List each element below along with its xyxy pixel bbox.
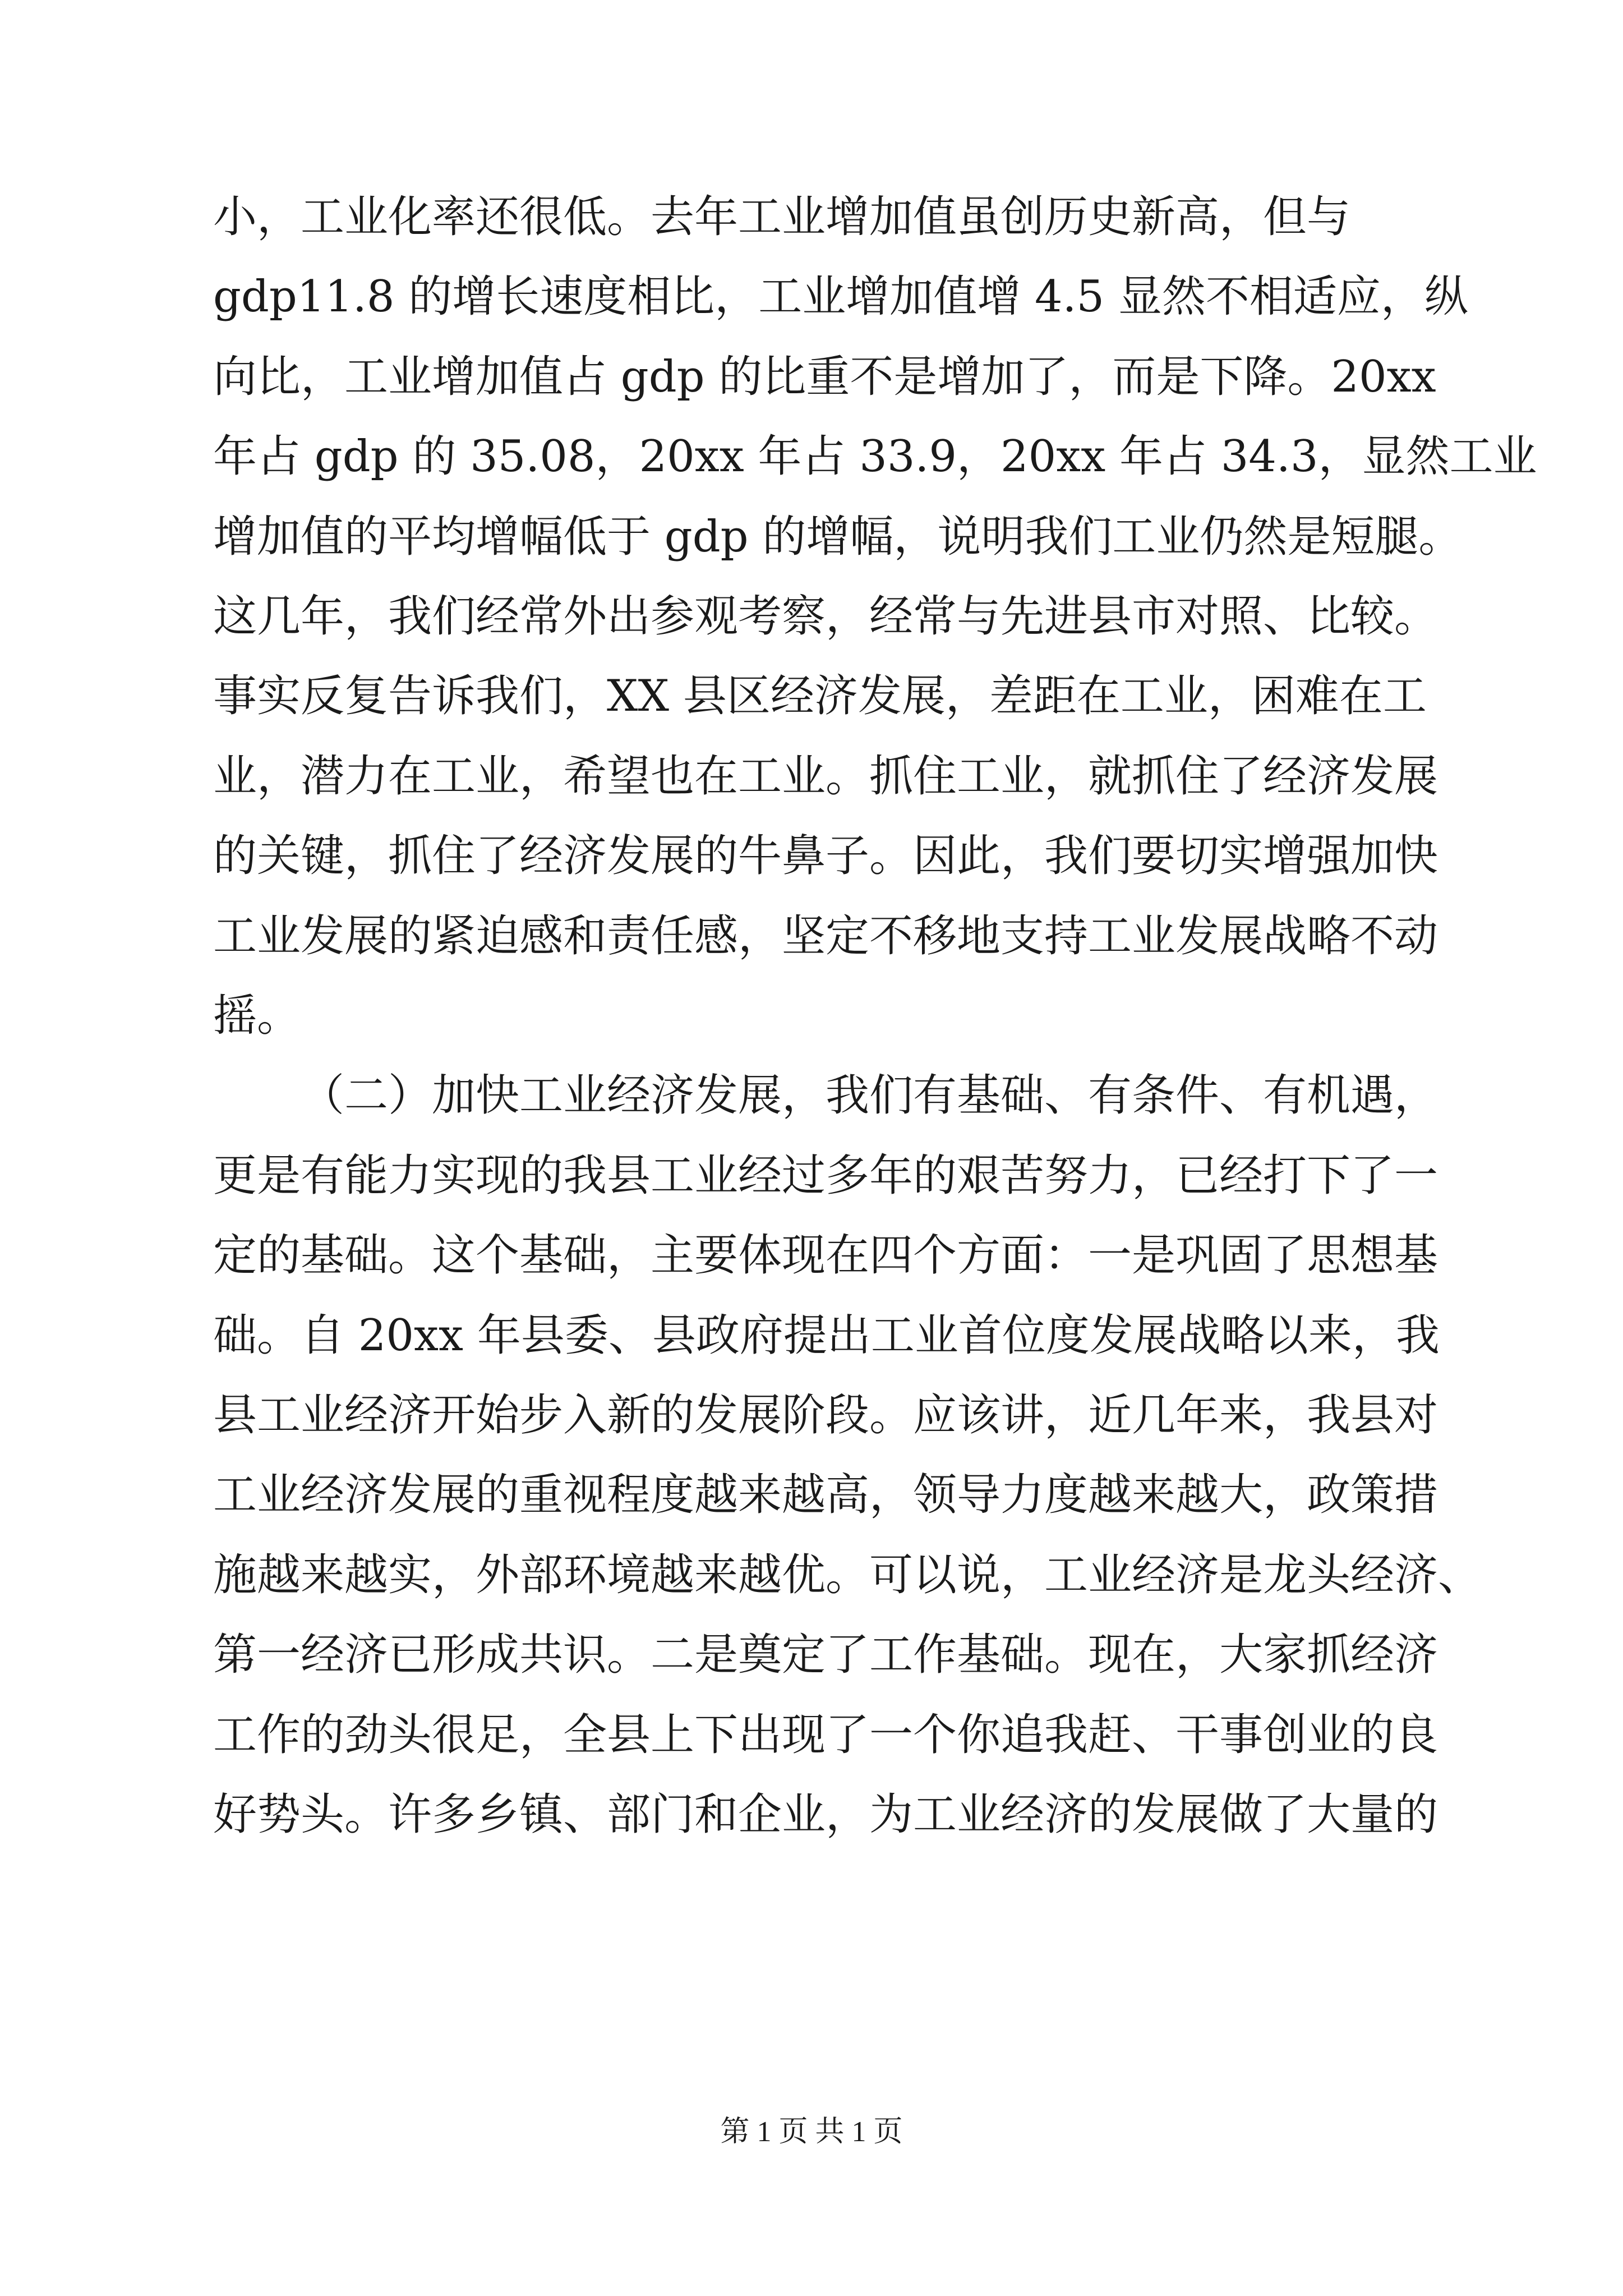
text-line-17: 工业经济发展的重视程度越来越高，领导力度越来越大，政策措 xyxy=(213,1470,1438,1520)
text-line-5: 增加值的平均增幅低于 gdp 的增幅，说明我们工业仍然是短腿。 xyxy=(213,512,1463,562)
text-line-19: 第一经济已形成共识。二是奠定了工作基础。现在，大家抓经济 xyxy=(213,1630,1438,1680)
text-line-18: 施越来越实，外部环境越来越优。可以说，工业经济是龙头经济、 xyxy=(213,1550,1482,1600)
text-line-9: 的关键，抓住了经济发展的牛鼻子。因此，我们要切实增强加快 xyxy=(213,831,1438,881)
text-line-14: 定的基础。这个基础，主要体现在四个方面：一是巩固了思想基 xyxy=(213,1230,1438,1281)
text-line-3: 向比，工业增加值占 gdp 的比重不是增加了，而是下降。20xx xyxy=(213,352,1436,402)
paragraph-2-first-line: （二）加快工业经济发展，我们有基础、有条件、有机遇， xyxy=(301,1070,1438,1121)
text-line-13: 更是有能力实现的我县工业经过多年的艰苦努力，已经打下了一 xyxy=(213,1151,1438,1201)
text-line-1: 小，工业化率还很低。去年工业增加值虽创历史新高，但与 xyxy=(213,192,1351,242)
text-line-16: 县工业经济开始步入新的发展阶段。应该讲，近几年来，我县对 xyxy=(213,1390,1438,1441)
page-number-footer: 第 1 页 共 1 页 xyxy=(720,2116,903,2148)
text-line-20: 工作的劲头很足，全县上下出现了一个你追我赶、干事创业的良 xyxy=(213,1710,1438,1760)
text-line-15: 础。自 20xx 年县委、县政府提出工业首位度发展战略以来，我 xyxy=(213,1310,1440,1361)
text-line-2: gdp11.8 的增长速度相比，工业增加值增 4.5 显然不相适应，纵 xyxy=(213,272,1468,322)
text-line-7: 事实反复告诉我们，XX 县区经济发展，差距在工业，困难在工 xyxy=(213,671,1427,721)
text-line-21: 好势头。许多乡镇、部门和企业，为工业经济的发展做了大量的 xyxy=(213,1789,1438,1840)
text-line-8: 业，潜力在工业，希望也在工业。抓住工业，就抓住了经济发展 xyxy=(213,751,1438,802)
text-line-4: 年占 gdp 的 35.08，20xx 年占 33.9，20xx 年占 34.3，显然工业 xyxy=(213,431,1537,482)
text-line-6: 这几年，我们经常外出参观考察，经常与先进县市对照、比较。 xyxy=(213,591,1438,642)
text-line-11: 摇。 xyxy=(213,991,301,1041)
text-line-10: 工业发展的紧迫感和责任感，坚定不移地支持工业发展战略不动 xyxy=(213,911,1438,961)
